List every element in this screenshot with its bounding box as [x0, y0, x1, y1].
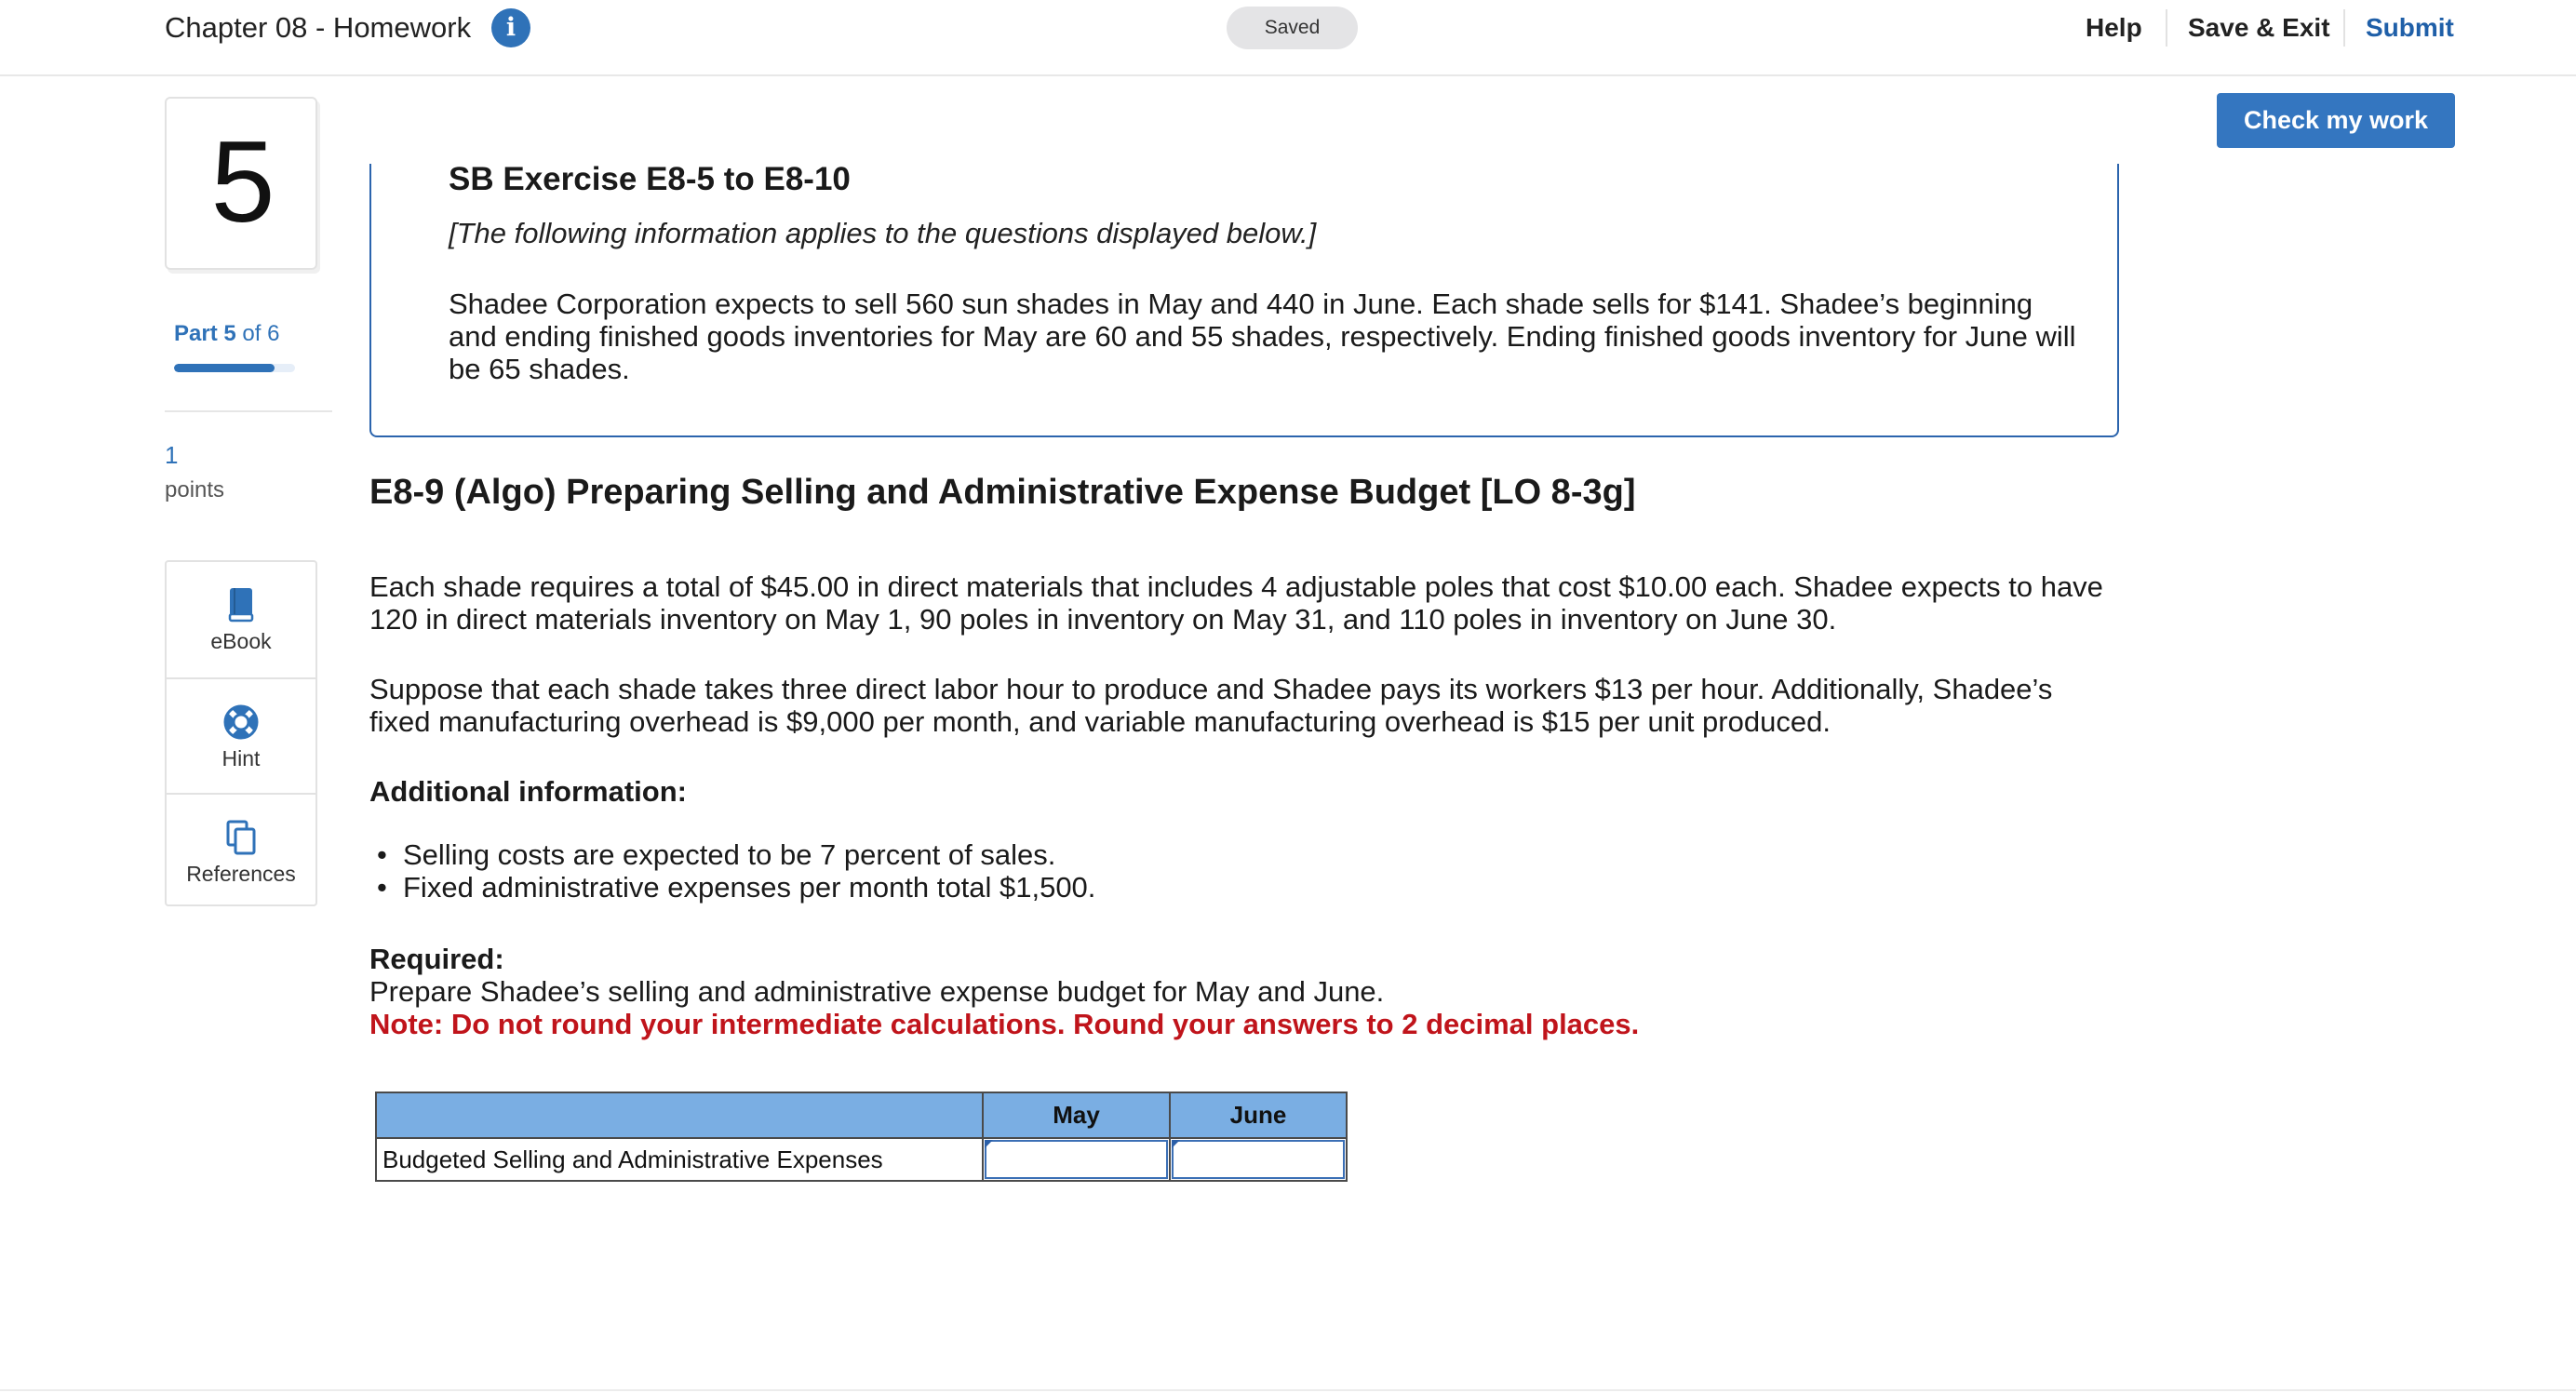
column-header-may: May — [983, 1092, 1170, 1138]
submit-link[interactable]: Submit — [2366, 13, 2454, 42]
footer-divider — [0, 1389, 2576, 1391]
tool-label: eBook — [210, 629, 272, 653]
question-number: 5 — [210, 118, 275, 247]
ebook-button[interactable] — [167, 562, 315, 677]
june-input-field[interactable] — [1172, 1140, 1345, 1179]
lifebuoy-icon — [222, 703, 260, 741]
points-value: 1 — [165, 441, 179, 469]
tool-label: References — [186, 862, 296, 886]
header-divider — [2166, 9, 2167, 47]
part-progress-bar — [174, 364, 295, 372]
cell-marker-icon — [985, 1140, 993, 1148]
question-number-card — [165, 97, 317, 270]
question-paragraph: Each shade requires a total of $45.00 in direct materials that includes 4 adjustable poles that cost $10.00 each. Shadee expects to have 120 in direct materials inventory on May 1, 90 poles in inventory on May 31, and 110 poles in inventory on June 30. — [369, 570, 2103, 636]
header-divider — [2343, 9, 2345, 47]
part-progress-fill — [174, 364, 275, 372]
budget-table — [375, 1092, 1348, 1182]
additional-info-list — [369, 838, 1095, 904]
references-button[interactable] — [167, 793, 315, 908]
required-instructions: Prepare Shadee’s selling and administrative expense budget for May and June. — [369, 975, 1385, 1008]
sidebar-divider — [165, 410, 332, 412]
info-icon[interactable]: i — [491, 8, 530, 47]
copy-pages-icon — [222, 819, 260, 856]
tool-label: Hint — [221, 746, 261, 770]
book-icon — [222, 586, 260, 623]
column-header-june: June — [1170, 1092, 1347, 1138]
save-exit-link[interactable]: Save & Exit — [2188, 13, 2330, 42]
part-indicator — [174, 320, 279, 348]
saved-status-badge: Saved — [1227, 7, 1358, 49]
points-label: points — [165, 477, 225, 502]
required-heading: Required: — [369, 943, 504, 975]
exercise-title: SB Exercise E8-5 to E8-10 — [449, 161, 851, 197]
exercise-note: [The following information applies to the questions displayed below.] — [449, 217, 1317, 249]
rounding-note: Note: Do not round your intermediate calculations. Round your answers to 2 decimal places. — [369, 1008, 1640, 1040]
question-paragraph: Suppose that each shade takes three direct labor hour to produce and Shadee pays its workers $13 per hour. Additionally, Shadee’s fixed manufacturing overhead is $9,000 per month, and variable manufacturing overhead is $15 per unit produced. — [369, 673, 2053, 738]
part-current: 5 — [223, 321, 236, 346]
check-my-work-button[interactable]: Check my work — [2217, 93, 2455, 148]
row-label: Budgeted Selling and Administrative Expenses — [376, 1138, 983, 1181]
question-title: E8-9 (Algo) Preparing Selling and Administrative Expense Budget [LO 8-3g] — [369, 473, 1636, 512]
exercise-description: Shadee Corporation expects to sell 560 sun shades in May and 440 in June. Each shade sells for $141. Shadee’s beginning and ending finished goods inventories for May are 60 and 55 shades, respectively. Ending finished goods inventory for June will be 65 shades. — [449, 288, 2076, 385]
june-answer-input[interactable] — [1170, 1138, 1347, 1181]
column-header-label — [376, 1092, 983, 1138]
table-row — [376, 1138, 1347, 1181]
hint-button[interactable] — [167, 677, 315, 793]
list-item: • Fixed administrative expenses per month total $1,500. — [369, 871, 1095, 904]
cell-marker-icon — [1172, 1140, 1180, 1148]
assignment-title: Chapter 08 - Homework — [165, 11, 472, 44]
may-input-field[interactable] — [985, 1140, 1168, 1179]
table-header-row — [376, 1092, 1347, 1138]
part-total: of 6 — [242, 321, 280, 346]
resource-tools — [165, 560, 317, 906]
additional-info-heading: Additional information: — [369, 775, 687, 808]
top-header — [0, 0, 2576, 76]
list-item: • Selling costs are expected to be 7 percent of sales. — [369, 838, 1095, 871]
may-answer-input[interactable] — [983, 1138, 1170, 1181]
part-prefix: Part — [174, 321, 218, 346]
help-link[interactable]: Help — [2086, 13, 2142, 42]
